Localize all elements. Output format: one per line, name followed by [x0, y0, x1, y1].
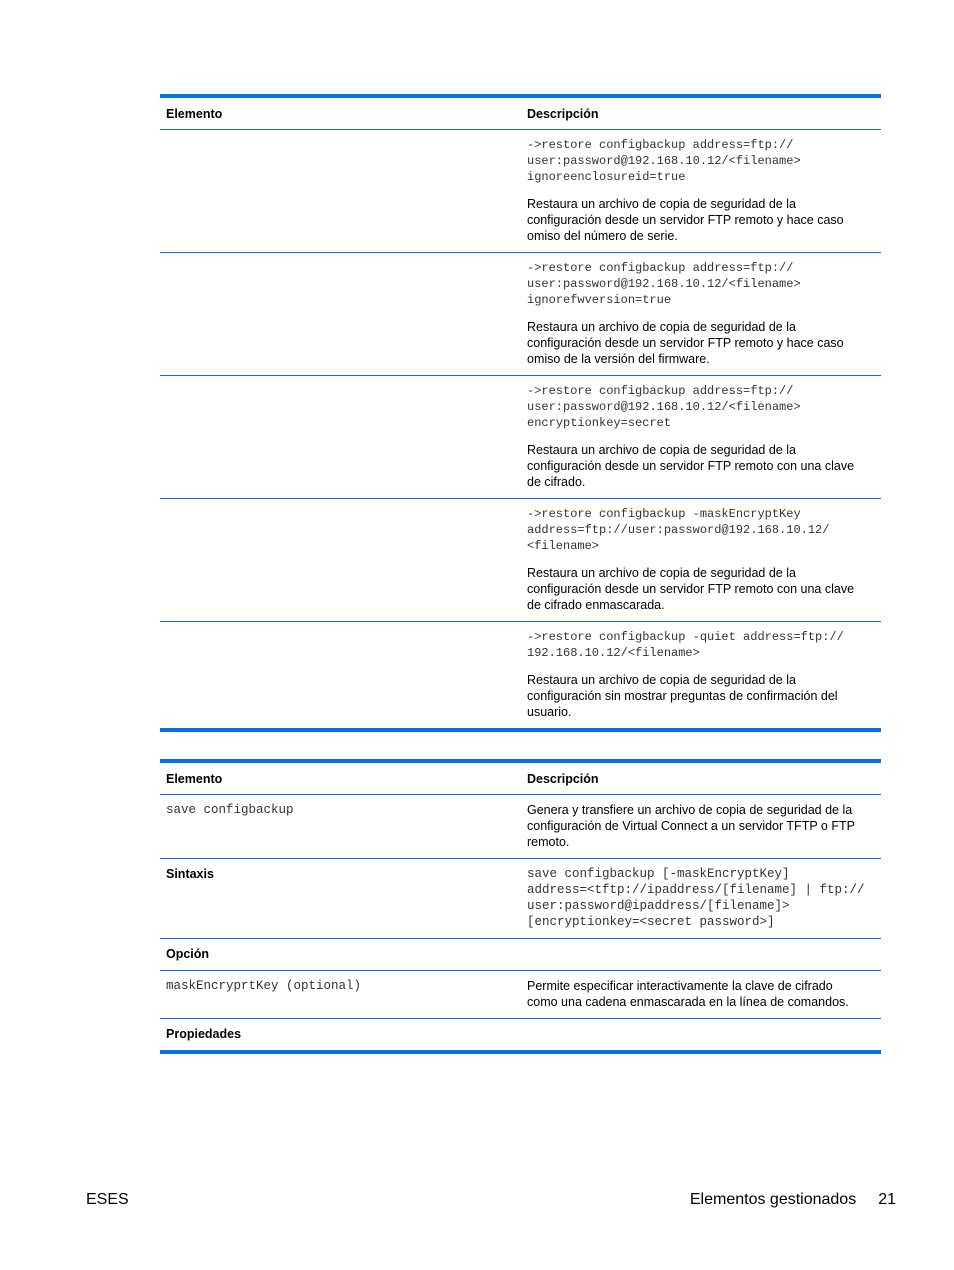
command-example: ->restore configbackup address=ftp:// user:password@192.168.10.12/<filename> ignorefwversion=true — [527, 261, 801, 307]
description-cell — [521, 499, 881, 622]
table-row-properties — [160, 1019, 881, 1053]
properties-label: Propiedades — [166, 1027, 242, 1041]
element-cell — [160, 499, 521, 622]
footer-section-title: Elementos gestionados — [689, 1191, 857, 1208]
command-name: save configbackup — [166, 803, 294, 817]
element-cell — [160, 622, 521, 731]
table-header-row — [160, 761, 881, 795]
restore-examples-table — [160, 94, 881, 732]
command-example: ->restore configbackup -maskEncryptKey address=ftp://user:password@192.168.10.12/ <filename> — [527, 507, 830, 553]
table-row-command — [160, 795, 881, 859]
command-example: ->restore configbackup -quiet address=ftp:// 192.168.10.12/<filename> — [527, 630, 844, 660]
syntax-label: Sintaxis — [166, 867, 214, 881]
option-label: Opción — [166, 947, 210, 961]
table-row-mask — [160, 971, 881, 1019]
element-cell — [160, 253, 521, 376]
element-cell — [160, 376, 521, 499]
table-header-row — [160, 96, 881, 130]
command-description: Restaura un archivo de copia de seguridad de la configuración desde un servidor FTP remoto y hace caso omiso del número de serie. — [527, 197, 844, 243]
command-description: Restaura un archivo de copia de seguridad de la configuración desde un servidor FTP remoto con una clave de cifrado. — [527, 443, 855, 489]
description-cell — [521, 622, 881, 731]
table-row — [160, 130, 881, 253]
table-row-option — [160, 939, 881, 971]
mask-option-name: maskEncryprtKey (optional) — [166, 979, 362, 993]
footer-language-code: ESES — [86, 1191, 129, 1208]
empty-cell — [521, 939, 881, 971]
description-cell — [521, 253, 881, 376]
table-row-syntax — [160, 859, 881, 939]
header-descripcion: Descripción — [527, 772, 599, 786]
element-cell — [160, 130, 521, 253]
footer-page-info — [690, 1191, 896, 1209]
header-descripcion: Descripción — [527, 107, 599, 121]
syntax-code: save configbackup [-maskEncryptKey] address=<tftp://ipaddress/[filename] | ftp:// user:password@ipaddress/[filename]> [encryptionkey=<secret password>] — [527, 867, 865, 929]
header-elemento: Elemento — [166, 107, 223, 121]
mask-option-description: Permite especificar interactivamente la clave de cifrado como una cadena enmascarada en la línea de comandos. — [527, 979, 849, 1009]
save-configbackup-table — [160, 759, 881, 1054]
description-cell — [521, 376, 881, 499]
command-example: ->restore configbackup address=ftp:// user:password@192.168.10.12/<filename> encryptionkey=secret — [527, 384, 801, 430]
description-cell — [521, 130, 881, 253]
command-description: Restaura un archivo de copia de seguridad de la configuración desde un servidor FTP remoto y hace caso omiso de la versión del firmware. — [527, 320, 844, 366]
table-row — [160, 376, 881, 499]
table-row — [160, 253, 881, 376]
header-elemento: Elemento — [166, 772, 223, 786]
command-description: Restaura un archivo de copia de seguridad de la configuración desde un servidor FTP remoto con una clave de cifrado enmascarada. — [527, 566, 855, 612]
table-row — [160, 622, 881, 731]
page-number: 21 — [878, 1191, 896, 1208]
table-row — [160, 499, 881, 622]
command-example: ->restore configbackup address=ftp:// user:password@192.168.10.12/<filename> ignoreenclosureid=true — [527, 138, 801, 184]
empty-cell — [521, 1019, 881, 1053]
command-description: Restaura un archivo de copia de seguridad de la configuración sin mostrar preguntas de confirmación del usuario. — [527, 673, 838, 719]
command-description: Genera y transfiere un archivo de copia de seguridad de la configuración de Virtual Connect a un servidor TFTP o FTP remoto. — [527, 803, 855, 849]
